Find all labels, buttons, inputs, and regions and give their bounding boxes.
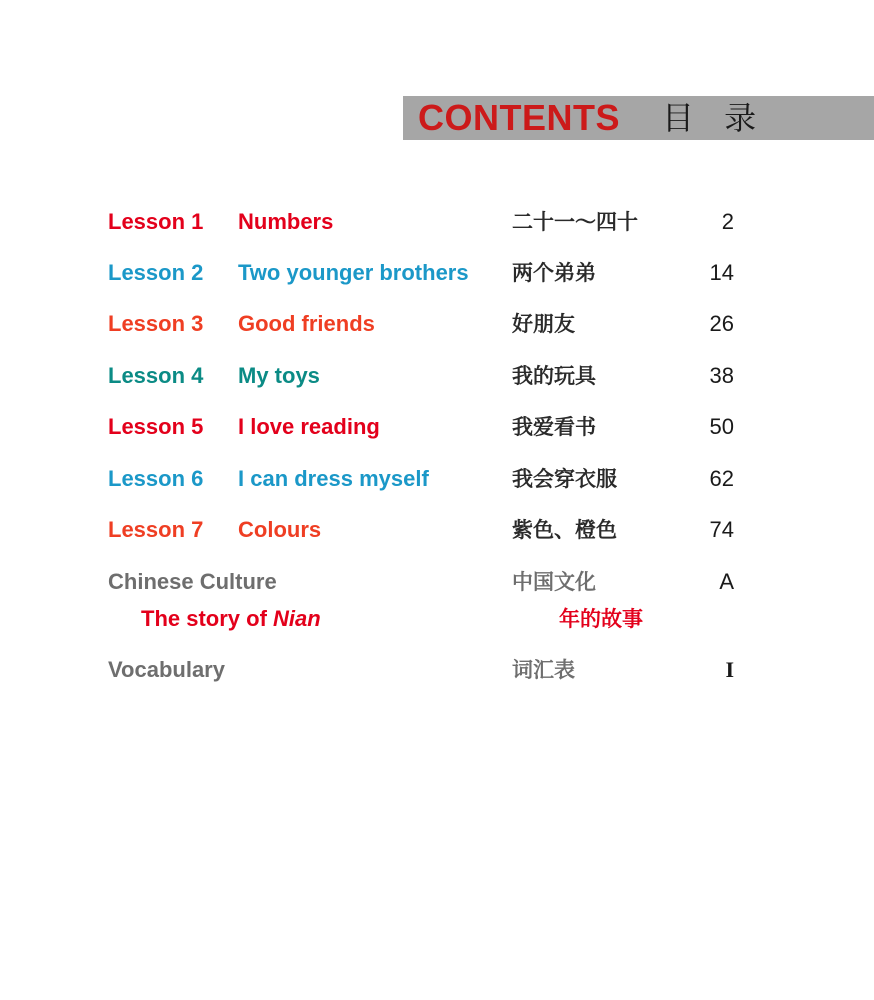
lesson-number: Lesson 4	[108, 363, 204, 388]
contents-title-zh: 目 录	[662, 99, 767, 137]
story-title-prefix: The story of	[141, 606, 274, 631]
lesson-title-zh: 二十一～四十	[512, 209, 638, 234]
lesson-title: Numbers	[238, 209, 334, 234]
toc-row-vocabulary[interactable]	[0, 654, 874, 686]
page-number: A	[719, 569, 734, 594]
culture-label: Chinese Culture	[108, 569, 277, 594]
page-number: 62	[709, 466, 734, 491]
toc-row-story-of-nian[interactable]	[0, 603, 874, 635]
lesson-number: Lesson 7	[108, 517, 204, 542]
toc-row-chinese-culture[interactable]	[0, 566, 874, 598]
toc-row-lesson-3[interactable]	[0, 308, 874, 340]
vocabulary-label: Vocabulary	[108, 657, 225, 682]
lesson-title-zh: 我的玩具	[512, 363, 596, 388]
story-title-italic: Nian	[273, 606, 321, 631]
page-number: 26	[709, 311, 734, 336]
lesson-title: I can dress myself	[238, 466, 429, 491]
lesson-title-zh: 我会穿衣服	[512, 466, 617, 491]
lesson-title-zh: 紫色、橙色	[512, 517, 617, 542]
lesson-number: Lesson 1	[108, 209, 204, 234]
toc-row-lesson-4[interactable]	[0, 360, 874, 392]
page-number: I	[725, 657, 734, 682]
lesson-number: Lesson 3	[108, 311, 204, 336]
lesson-title: Good friends	[238, 311, 375, 336]
vocabulary-label-zh: 词汇表	[512, 657, 575, 682]
lesson-number: Lesson 5	[108, 414, 204, 439]
lesson-number: Lesson 6	[108, 466, 204, 491]
toc-row-lesson-5[interactable]	[0, 411, 874, 443]
toc-row-lesson-7[interactable]	[0, 514, 874, 546]
page-number: 50	[709, 414, 734, 439]
page-number: 38	[709, 363, 734, 388]
story-title-zh: 年的故事	[559, 607, 643, 631]
lesson-title: I love reading	[238, 414, 380, 439]
lesson-number: Lesson 2	[108, 260, 204, 285]
page-number: 2	[721, 209, 734, 234]
toc-row-lesson-2[interactable]	[0, 257, 874, 289]
story-title	[141, 603, 321, 635]
lesson-title: My toys	[238, 363, 320, 388]
lesson-title-zh: 两个弟弟	[512, 260, 596, 285]
contents-title: CONTENTS	[418, 97, 620, 138]
toc-row-lesson-1[interactable]	[0, 206, 874, 238]
lesson-title: Two younger brothers	[238, 260, 469, 285]
lesson-title: Colours	[238, 517, 322, 542]
page-number: 14	[709, 260, 734, 285]
culture-label-zh: 中国文化	[512, 569, 596, 594]
page-number: 74	[709, 517, 734, 542]
toc-row-lesson-6[interactable]	[0, 463, 874, 495]
lesson-title-zh: 好朋友	[512, 311, 575, 336]
lesson-title-zh: 我爱看书	[512, 414, 596, 439]
